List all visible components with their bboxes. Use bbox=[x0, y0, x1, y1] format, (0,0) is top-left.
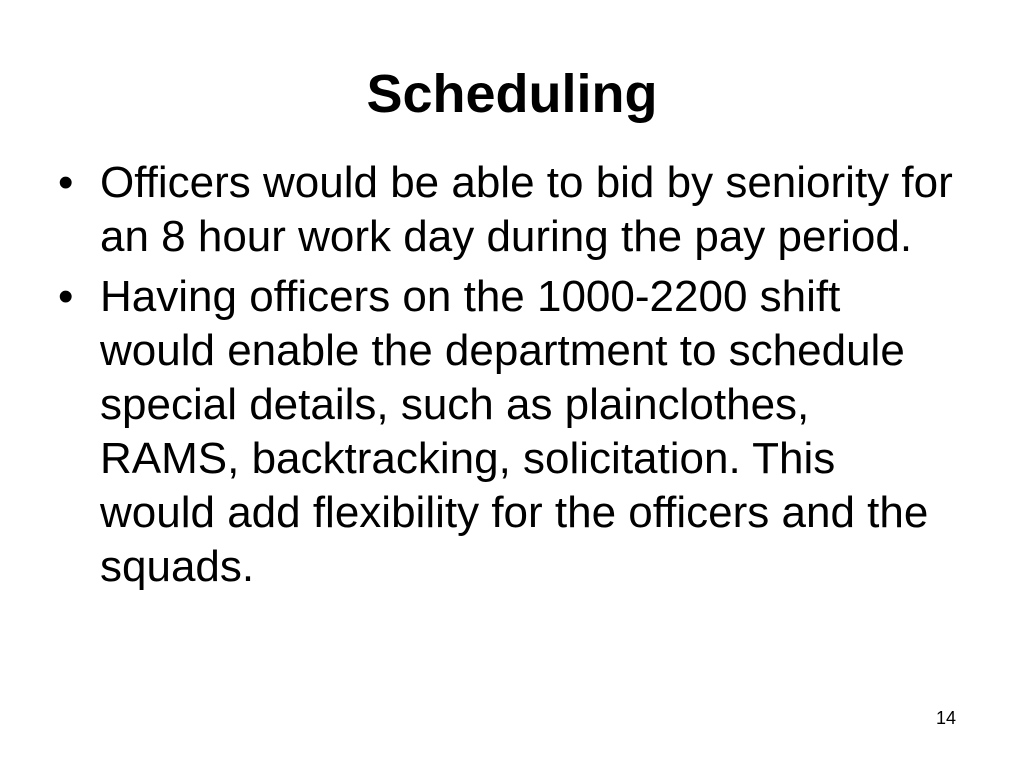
bullet-text-2: Having officers on the 1000-2200 shift would enable the department to schedule special details, such as plainclothes, RAMS, backtracking, solicitation. This would add flexibility for the officers and the squads. bbox=[100, 272, 929, 591]
page-number: 14 bbox=[936, 708, 957, 728]
slide-title: Scheduling bbox=[366, 64, 658, 124]
bullet-marker: • bbox=[58, 272, 74, 321]
bullet-item-2 bbox=[58, 270, 958, 594]
bullet-item-1 bbox=[58, 156, 958, 264]
bullet-list bbox=[58, 156, 958, 600]
bullet-marker: • bbox=[58, 158, 74, 207]
bullet-text-1: Officers would be able to bid by seniority for an 8 hour work day during the pay period. bbox=[100, 158, 953, 261]
